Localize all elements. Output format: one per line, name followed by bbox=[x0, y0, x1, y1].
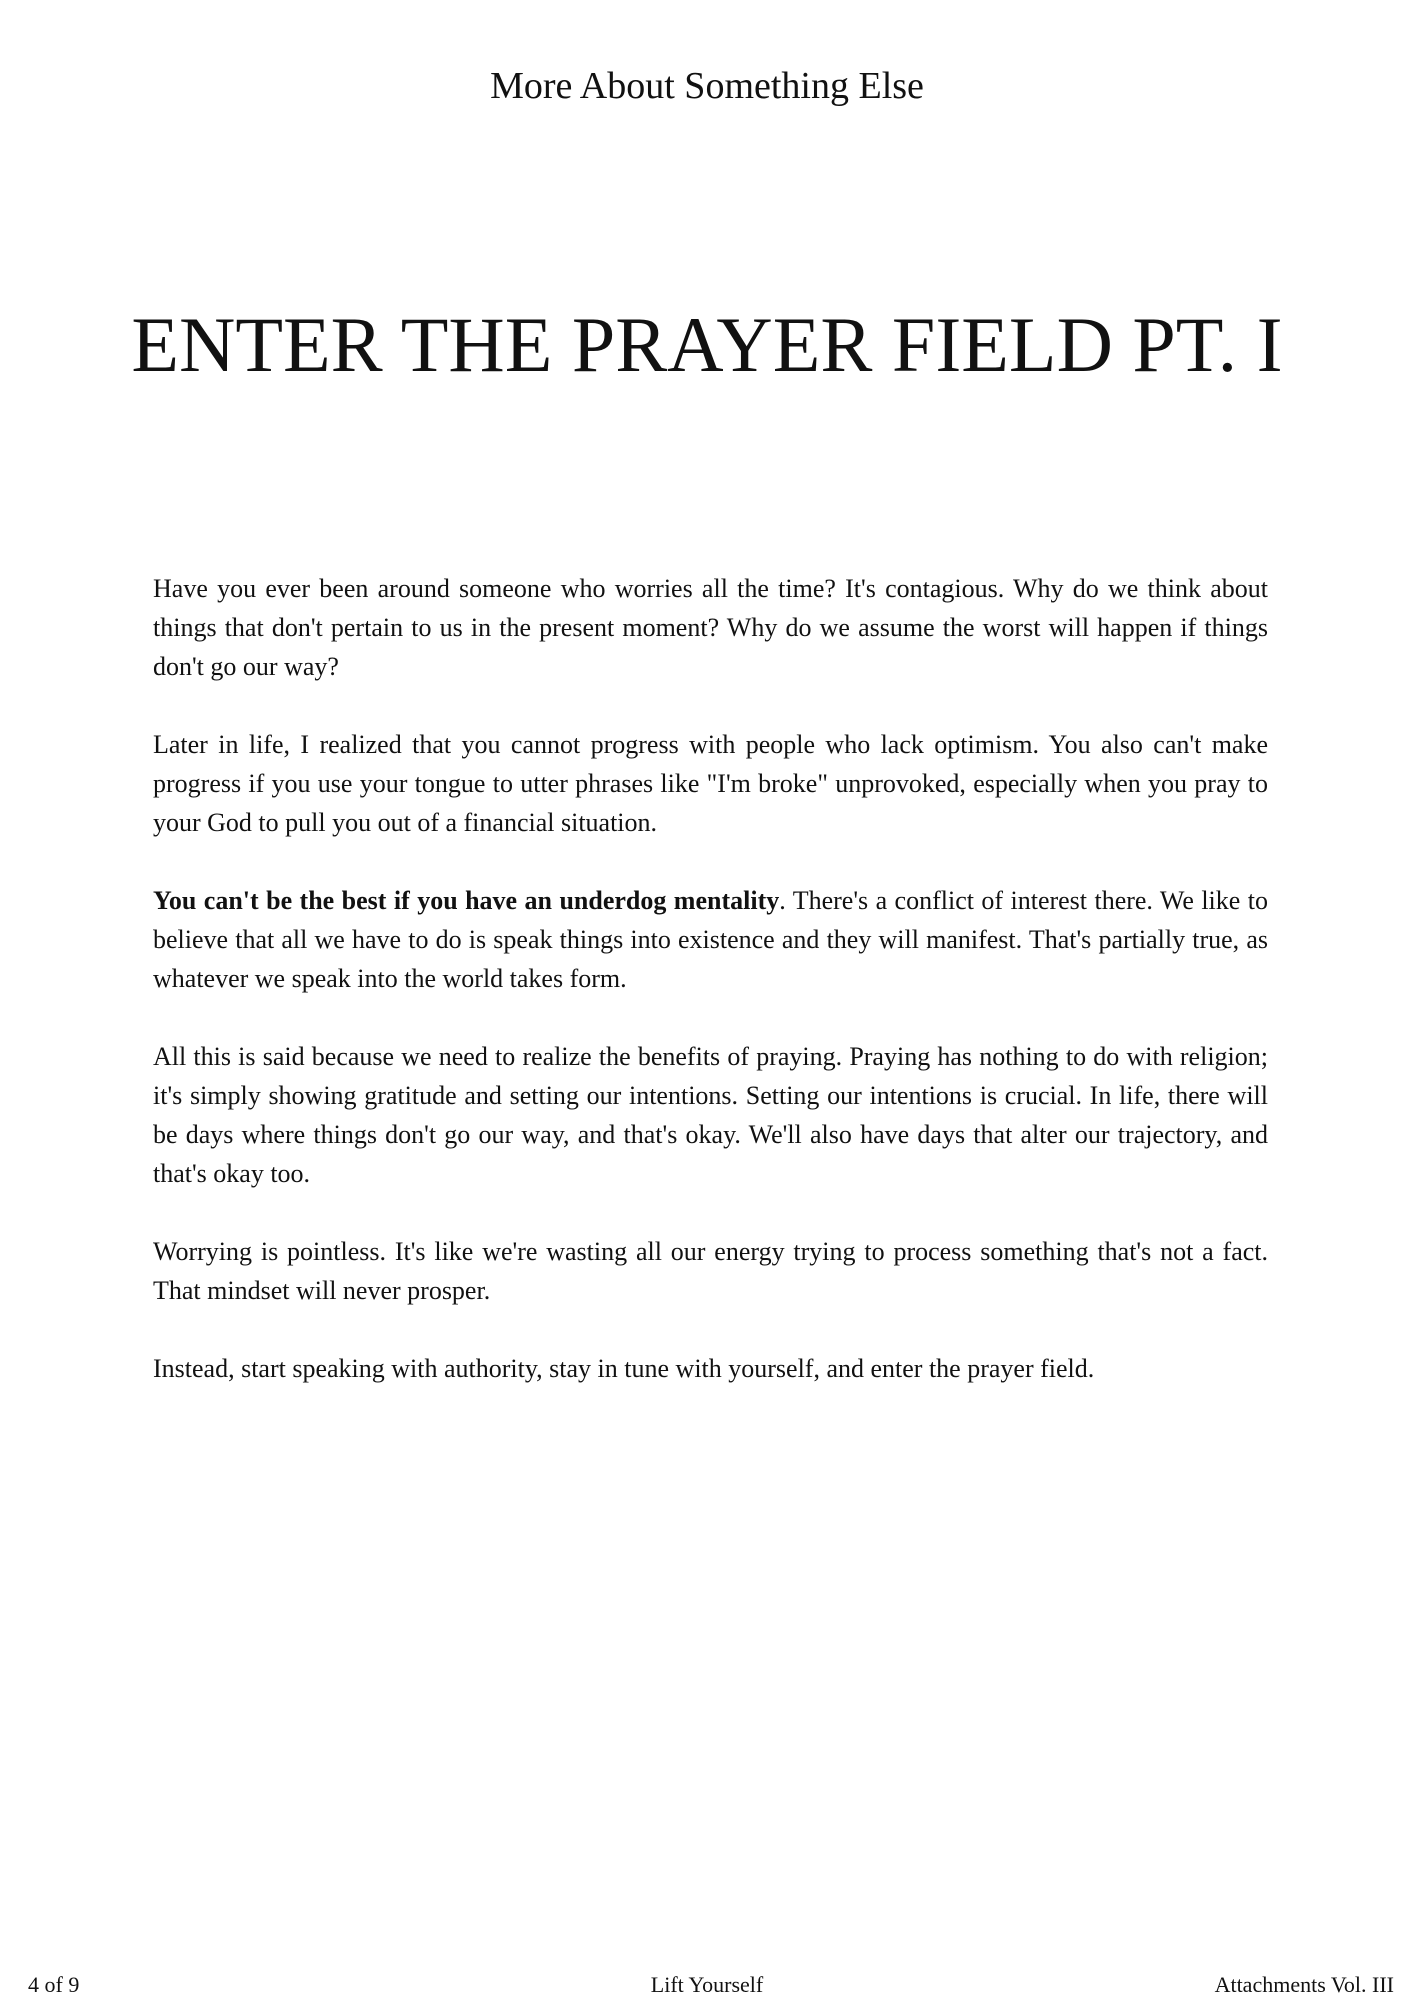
footer-book-title: Lift Yourself bbox=[650, 1972, 764, 1997]
page-footer bbox=[0, 1970, 1414, 2000]
chapter-title: ENTER THE PRAYER FIELD PT. I bbox=[131, 301, 1283, 388]
paragraph-4: All this is said because we need to realize the benefits of praying. Praying has nothing to do with religion; it's simply showing gratitude and setting our intentions. Setting our intentions is crucial. In life, there will be days where things don't go our way, and that's okay. We'll also have days that alter our trajectory, and that's okay too. bbox=[153, 1042, 1268, 1188]
paragraph-5: Worrying is pointless. It's like we're wasting all our energy trying to process something that's not a fact. That mindset will never prosper. bbox=[153, 1237, 1268, 1305]
paragraph-3-text: . There's a conflict of interest there. We like to believe that all we have to do is speak things into existence and they will manifest. That's partially true, as whatever we speak into the world takes form. bbox=[153, 886, 1268, 993]
page-number: 4 of 9 bbox=[28, 1972, 80, 1997]
paragraph-2: Later in life, I realized that you cannot progress with people who lack optimism. You also can't make progress if you use your tongue to utter phrases like "I'm broke" unprovoked, especially when you pray to your God to pull you out of a financial situation. bbox=[153, 730, 1268, 837]
paragraph-6: Instead, start speaking with authority, stay in tune with yourself, and enter the prayer field. bbox=[153, 1354, 1095, 1383]
paragraph-1: Have you ever been around someone who worries all the time? It's contagious. Why do we think about things that don't pertain to us in the present moment? Why do we assume the worst will happen if things don't go our way? bbox=[153, 574, 1268, 681]
running-header-title: More About Something Else bbox=[490, 65, 924, 107]
footer-collection-title: Attachments Vol. III bbox=[1214, 1972, 1394, 1997]
paragraph-3 bbox=[153, 881, 1268, 998]
chapter-body bbox=[153, 569, 1268, 1388]
paragraph-3-emphasis: You can't be the best if you have an underdog mentality bbox=[153, 886, 780, 915]
